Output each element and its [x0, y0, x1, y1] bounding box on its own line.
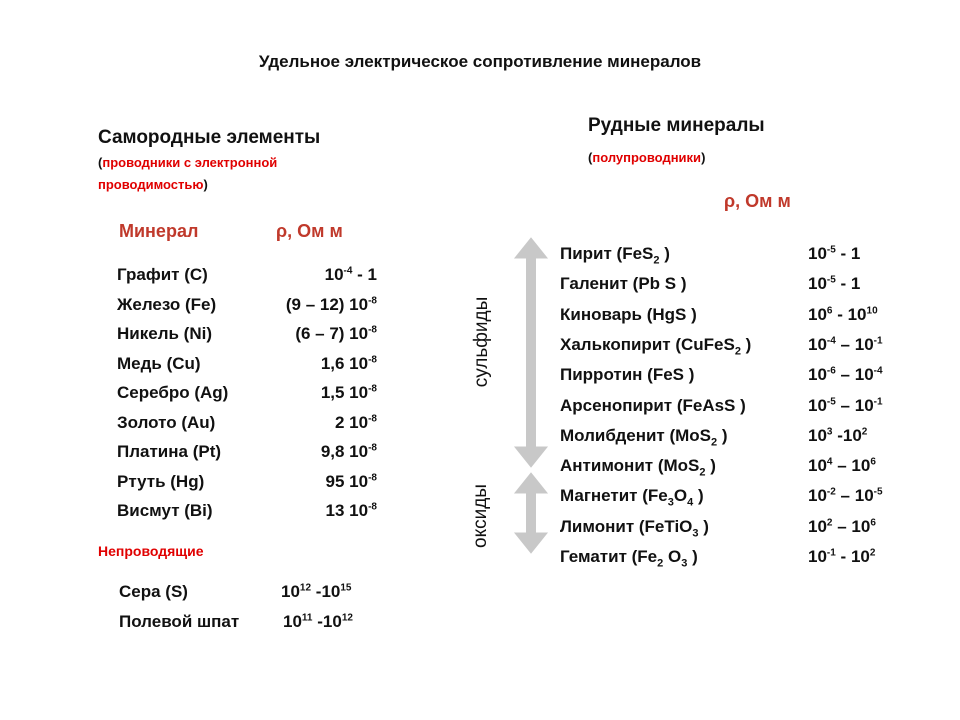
ore-row	[560, 335, 920, 359]
text-part: –	[835, 486, 855, 506]
text-part: O	[663, 547, 682, 566]
sulfides-arrow	[515, 238, 547, 467]
text-part: 10	[854, 365, 874, 385]
mineral-name: Графит (С)	[117, 265, 208, 284]
exponent: 6	[870, 517, 876, 529]
subscript: 4	[687, 496, 694, 509]
note-close: )	[701, 150, 706, 165]
ore-row	[560, 547, 920, 571]
column-header-mineral: Минерал	[119, 221, 199, 241]
exponent: -4	[873, 365, 883, 377]
exponent: -8	[368, 412, 377, 424]
exponent: 15	[340, 582, 352, 594]
text-part: Арсенопирит (FeAsS )	[560, 395, 746, 415]
text-part: 10	[281, 582, 300, 601]
text-part: Пирротин (FeS )	[560, 365, 695, 385]
ore-row	[560, 396, 920, 420]
sulfides-label: сульфиды	[471, 296, 492, 388]
text-part: 10	[842, 425, 862, 445]
mineral-name: Полевой шпат	[119, 612, 240, 631]
text-part: -	[311, 582, 322, 601]
exponent: -1	[873, 395, 883, 407]
text-part: -	[312, 612, 323, 631]
text-part: 10	[808, 547, 827, 566]
mineral-name	[560, 305, 697, 325]
exponent: 12	[341, 612, 353, 624]
note-open: (	[588, 150, 593, 165]
text-part: Лимонит (FeTiO	[560, 516, 693, 536]
mineral-name: Никель (Ni)	[117, 324, 212, 343]
subscript: 2	[699, 466, 706, 479]
text-part: Гематит (Fe	[560, 547, 658, 566]
text-part: 13	[325, 501, 350, 520]
text-part: -	[832, 304, 848, 324]
text-part: - 1	[352, 265, 377, 284]
mineral-name: Сера (S)	[119, 582, 188, 601]
ore-column-header-rho: ρ, Ом м	[724, 191, 791, 211]
text-part: 10	[808, 456, 827, 476]
subscript: 2	[653, 254, 660, 267]
mineral-name: Платина (Pt)	[117, 442, 222, 461]
text-part: 10	[349, 442, 369, 461]
text-part: 10	[808, 486, 827, 506]
resistivity-value	[808, 486, 883, 506]
text-part: 10	[851, 516, 871, 536]
text-part: Халькопирит (CuFeS	[560, 334, 735, 354]
exponent: -4	[826, 335, 836, 347]
exponent: 6	[870, 456, 876, 468]
exponent: -5	[873, 486, 883, 498]
ore-row	[560, 426, 920, 450]
column-header-rho: ρ, Ом м	[276, 221, 343, 241]
exponent: 2	[861, 426, 868, 438]
exponent: 12	[299, 582, 312, 594]
note-close: )	[203, 177, 208, 192]
exponent: -5	[826, 274, 836, 286]
subscript: 2	[711, 436, 718, 449]
mineral-name	[560, 425, 728, 449]
oxides-label: оксиды	[470, 484, 491, 548]
text-part: 10	[349, 294, 369, 314]
exponent: 11	[301, 612, 313, 624]
text-part: 10	[349, 324, 369, 343]
subscript: 2	[734, 345, 741, 358]
mineral-name	[560, 365, 694, 385]
text-part: 1,6	[320, 353, 350, 373]
native-note-text: проводники с электронной проводимостью	[98, 155, 278, 192]
text-part: 10	[349, 501, 369, 520]
exponent: -5	[826, 244, 836, 256]
resistivity-value	[808, 426, 867, 446]
text-part: 10	[851, 456, 871, 476]
mineral-name	[560, 396, 746, 416]
nonconducting-label: Непроводящие	[98, 543, 204, 559]
text-part: 10	[808, 244, 827, 263]
text-part: 10	[808, 274, 827, 294]
mineral-name: Медь (Cu)	[117, 353, 201, 373]
exponent: -8	[368, 353, 377, 365]
resistivity-value	[808, 517, 876, 537]
ore-row	[560, 244, 920, 268]
ore-note-text: полупроводники	[592, 150, 702, 165]
exponent: -5	[826, 395, 836, 407]
text-part: 10	[808, 365, 827, 385]
text-part: 10	[324, 265, 344, 284]
text-part: 2	[334, 412, 350, 432]
note-open: (	[98, 155, 103, 170]
text-part: 10	[283, 612, 302, 631]
exponent: -8	[368, 442, 377, 454]
ore-row	[560, 486, 920, 510]
resistivity-value	[808, 274, 860, 294]
text-part: (9 – 12)	[285, 294, 350, 314]
text-part: 10	[808, 395, 827, 415]
text-part: Магнетит (Fe	[560, 486, 668, 506]
text-part: Галенит (Pb S )	[560, 274, 687, 294]
exponent: 3	[826, 426, 833, 438]
text-part: )	[659, 244, 670, 263]
text-part: 10	[808, 516, 827, 536]
exponent: -1	[826, 547, 836, 559]
text-part: - 1	[835, 274, 861, 294]
exponent: -6	[826, 365, 836, 377]
subscript: 3	[667, 496, 674, 509]
mineral-name: Висмут (Bi)	[117, 501, 213, 520]
text-part: -	[835, 547, 851, 566]
text-part: )	[740, 334, 752, 354]
text-part: )	[717, 425, 728, 445]
text-part: Пирит (FeS	[560, 244, 654, 263]
text-part: (6 – 7)	[295, 324, 350, 343]
text-part: 10	[808, 425, 827, 445]
exponent: 2	[826, 517, 833, 529]
text-part: –	[832, 516, 852, 536]
page-title: Удельное электрическое сопротивление минералов	[258, 52, 702, 71]
oxides-arrow	[515, 473, 547, 553]
text-part: –	[832, 456, 852, 476]
ore-row	[560, 305, 920, 329]
exponent: -8	[368, 294, 377, 306]
mineral-name	[560, 547, 698, 570]
text-part: Антимонит (MoS	[560, 456, 700, 476]
text-part: 10	[847, 304, 867, 324]
exponent: -8	[368, 501, 377, 513]
ore-row	[560, 365, 920, 389]
text-part: O	[673, 486, 688, 506]
exponent: -8	[368, 383, 377, 395]
text-part: 10	[808, 334, 827, 354]
resistivity-value	[808, 305, 878, 325]
exponent: 4	[826, 456, 833, 468]
mineral-name: Серебро (Ag)	[117, 383, 229, 402]
exponent: -8	[368, 324, 377, 336]
native-heading: Самородные элементы	[98, 127, 321, 148]
mineral-name: Железо (Fe)	[117, 294, 217, 314]
exponent: 10	[866, 304, 878, 316]
subscript: 3	[692, 527, 699, 540]
subscript: 2	[657, 557, 664, 570]
mineral-name	[560, 244, 670, 267]
text-part: )	[698, 516, 709, 536]
resistivity-value	[808, 396, 883, 416]
exponent: -1	[873, 335, 883, 347]
text-part: 10	[808, 304, 827, 324]
exponent: 2	[869, 547, 876, 559]
text-part: - 1	[835, 244, 861, 263]
mineral-name: Золото (Au)	[117, 412, 216, 432]
text-part: 10	[321, 582, 341, 601]
subscript: 3	[681, 557, 688, 570]
resistivity-value	[808, 365, 883, 385]
text-part: –	[835, 334, 855, 354]
text-part: 95	[325, 471, 350, 491]
text-part: 10	[349, 353, 369, 373]
text-part: )	[687, 547, 698, 566]
text-part: 10	[854, 395, 874, 415]
mineral-name: Ртуть (Hg)	[117, 471, 205, 491]
ore-heading: Рудные минералы	[588, 115, 765, 136]
text-part: 10	[322, 612, 342, 631]
text-part: 10	[854, 334, 874, 354]
ore-row	[560, 274, 920, 298]
mineral-name	[560, 486, 704, 509]
exponent: 6	[826, 304, 833, 316]
text-part: 9,8	[320, 442, 350, 461]
text-part: )	[693, 486, 704, 506]
text-part: Киноварь (HgS )	[560, 304, 697, 324]
mineral-name	[560, 516, 709, 540]
text-part: –	[835, 395, 855, 415]
text-part: 10	[349, 471, 369, 491]
text-part: -	[832, 425, 843, 445]
text-part: –	[835, 365, 855, 385]
exponent: -8	[368, 471, 377, 483]
exponent: -4	[343, 265, 353, 277]
text-part: 10	[349, 412, 369, 432]
text-part: 1,5	[320, 383, 350, 402]
mineral-name	[560, 274, 687, 294]
mineral-name	[560, 456, 716, 479]
ore-row	[560, 456, 920, 480]
text-part: 10	[349, 383, 369, 402]
resistivity-value	[808, 456, 876, 476]
text-part: )	[705, 456, 716, 476]
text-part: Молибденит (MoS	[560, 425, 712, 445]
text-part: 10	[850, 547, 870, 566]
resistivity-value	[808, 335, 883, 355]
resistivity-value	[808, 547, 875, 567]
exponent: -2	[826, 486, 836, 498]
mineral-name	[560, 334, 752, 358]
ore-row	[560, 517, 920, 541]
resistivity-value	[808, 244, 860, 264]
text-part: 10	[854, 486, 874, 506]
